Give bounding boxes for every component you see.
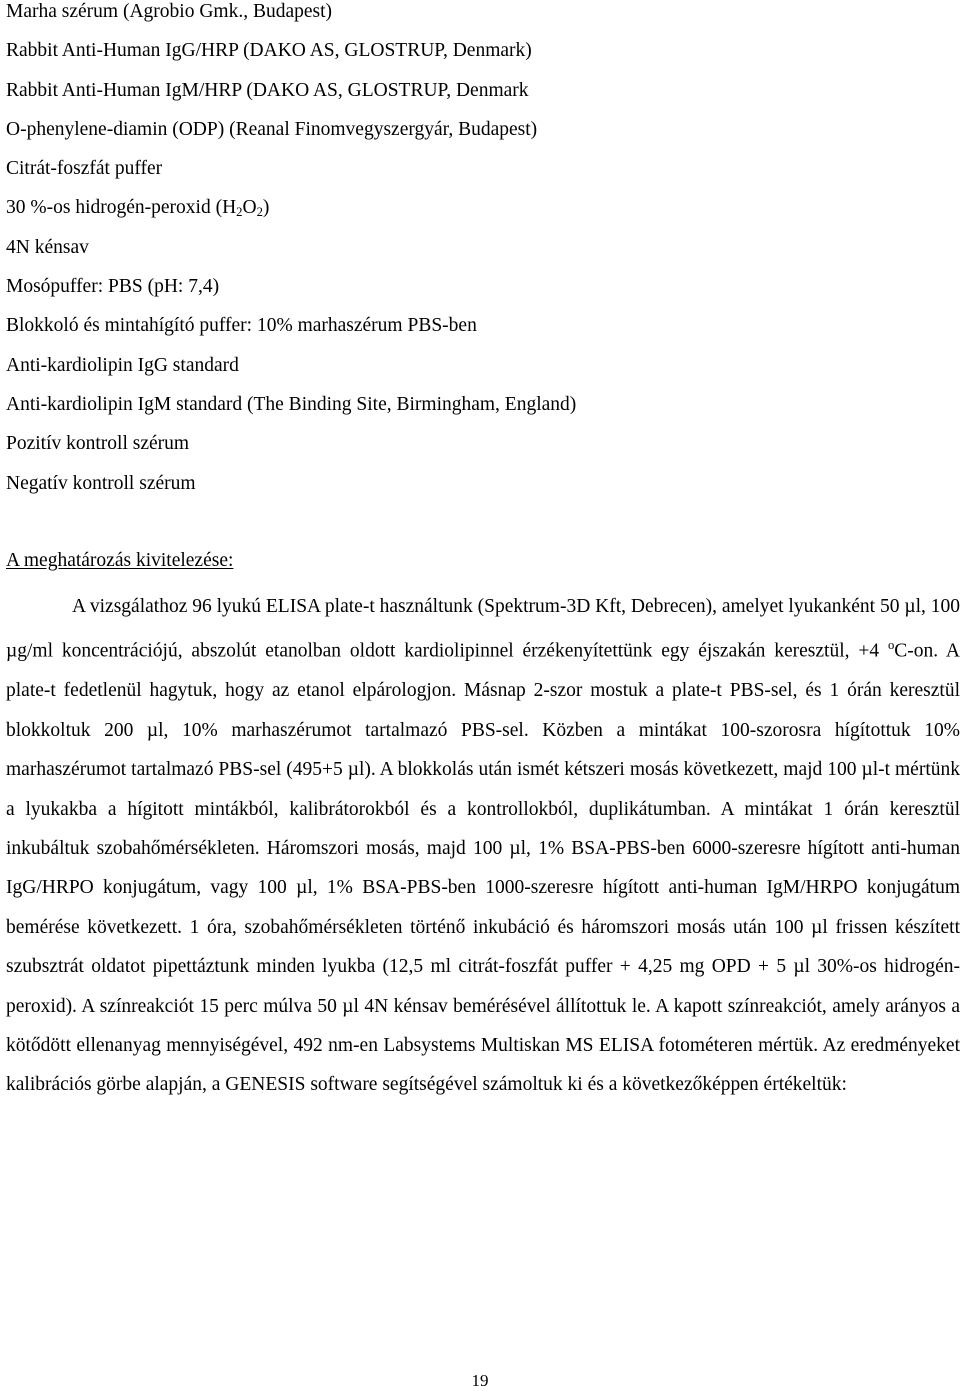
material-item: Mosópuffer: PBS (pH: 7,4) xyxy=(6,276,220,298)
formula-element: O xyxy=(242,197,257,219)
material-item: Pozitív kontroll szérum xyxy=(6,433,190,455)
formula-subscript: 2 xyxy=(236,205,243,220)
material-item: Rabbit Anti-Human IgG/HRP (DAKO AS, GLOSTRUP, Denmark) xyxy=(6,40,532,62)
material-item: Anti-kardiolipin IgG standard xyxy=(6,354,239,376)
degree-superscript: o xyxy=(887,638,895,653)
section-heading: A meghatározás kivitelezése: xyxy=(6,550,234,571)
formula-subscript: 2 xyxy=(256,205,263,220)
material-item: O-phenylene-diamin (ODP) (Reanal Finomvegyszergyár, Budapest) xyxy=(6,118,538,140)
material-item: Citrát-foszfát puffer xyxy=(6,158,163,180)
method-paragraph xyxy=(6,587,960,1105)
page-number: 19 xyxy=(471,1371,489,1390)
paragraph-text-end: C-on. A plate-t fedetlenül hagytuk, hogy az etanol elpárologjon. Másnap 2-szor mostuk a plate-t PBS-sel, és 1 órán keresztül blokkoltuk 200 µl, 10% marhaszérumot tartalmazó PBS-sel. Közben a mintákat 100-szorosra hígítottuk 10% marhaszérumot tartalmazó PBS-sel (495+5 µl). A blokkolás után ismét kétszeri mosás következett, majd 100 µl-t mértünk a lyukakba a hígitott mintákból, kalibrátorokból és a kontrollokból, duplikátumban. A mintákat 1 órán keresztül inkubáltuk szobahőmérsékleten. Háromszori mosás, majd 100 µl, 1% BSA-PBS-ben 6000-szeresre hígított anti-human IgG/HRPO konjugátum, vagy 100 µl, 1% BSA-PBS-ben 1000-szeresre hígított anti-human IgM/HRPO konjugátum bemérése következett. 1 óra, szobahőmérsékleten történő inkubáció és háromszori mosás után 100 µl frissen készített szubsztrát oldatot pipettáztunk minden lyukba (12,5 ml citrát-foszfát puffer + 4,25 mg OPD + 5 µl 30%-os hidrogén-peroxid). A színreakciót 15 perc múlva 50 µl 4N kénsav bemérésével állítottuk le. A kapott színreakciót, amely arányos a kötődött ellenanyag mennyiségével, 492 nm-en Labsystems Multiskan MS ELISA fotométeren mértük. Az eredményeket kalibrációs görbe alapján, a GENESIS software segítségével számoltuk ki és a következőképpen értékeltük: xyxy=(6,641,960,1096)
material-item: 4N kénsav xyxy=(6,236,89,258)
material-item: Rabbit Anti-Human IgM/HRP (DAKO AS, GLOSTRUP, Denmark xyxy=(6,79,529,101)
formula-prefix: 30 %-os hidrogén-peroxid (H xyxy=(6,197,237,219)
material-item: Negatív kontroll szérum xyxy=(6,472,196,494)
material-item: Anti-kardiolipin IgM standard (The Binding Site, Birmingham, England) xyxy=(6,393,577,415)
material-item-hydrogen-peroxide xyxy=(6,196,946,235)
paragraph-text-start: A vizsgálathoz 96 lyukú ELISA plate-t használtunk (Spektrum-3D Kft, Debrecen), amelyet lyukanként 50 µl, 100 µg/ml koncentrációjú, abszolút etanolban oldott kardiolipinnel érzékenyítettünk egy éjszakán keresztül, +4 xyxy=(6,596,960,662)
material-item: Blokkoló és mintahígító puffer: 10% marhaszérum PBS-ben xyxy=(6,315,477,337)
material-item: Marha szérum (Agrobio Gmk., Budapest) xyxy=(6,1,333,22)
formula-suffix: ) xyxy=(262,197,270,219)
materials-list xyxy=(6,0,946,511)
